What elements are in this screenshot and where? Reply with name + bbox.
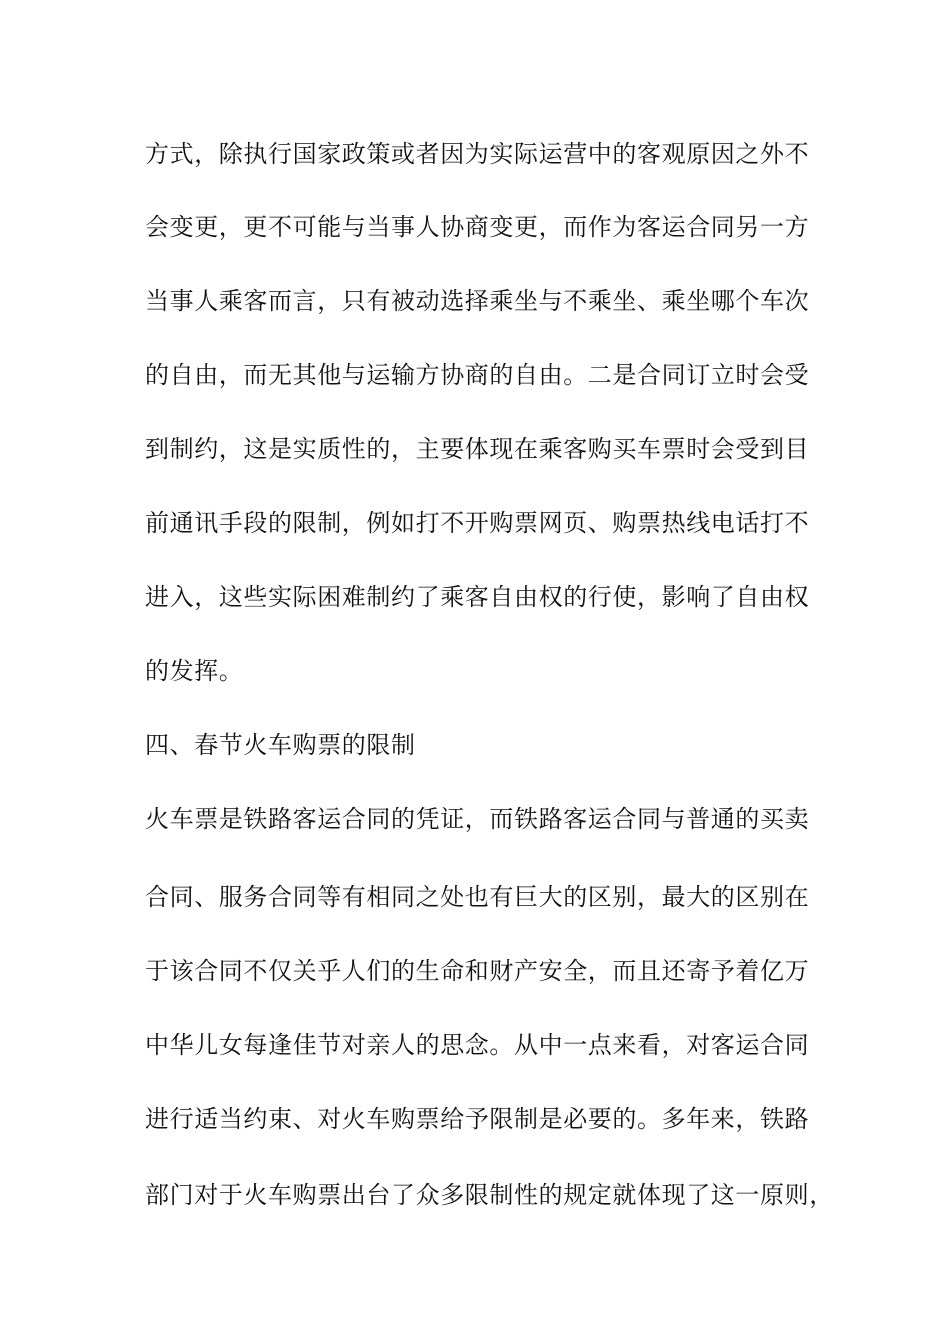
paragraph-line: 中华儿女每逢佳节对亲人的思念。从中一点来看，对客运合同 xyxy=(145,1031,810,1059)
paragraph-line: 前通讯手段的限制，例如打不开购票网页、购票热线电话打不 xyxy=(145,509,810,537)
paragraph-line: 于该合同不仅关乎人们的生命和财产安全，而且还寄予着亿万 xyxy=(145,957,810,985)
paragraph-line: 合同、服务合同等有相同之处也有巨大的区别，最大的区别在 xyxy=(145,883,810,911)
paragraph-line: 会变更，更不可能与当事人协商变更，而作为客运合同另一方 xyxy=(145,213,810,241)
paragraph-line: 进行适当约束、对火车购票给予限制是必要的。多年来，铁路 xyxy=(145,1105,810,1133)
paragraph-line: 进入，这些实际困难制约了乘客自由权的行使，影响了自由权 xyxy=(145,583,810,611)
paragraph-line: 的发挥。 xyxy=(145,657,244,685)
paragraph-line: 方式，除执行国家政策或者因为实际运营中的客观原因之外不 xyxy=(145,140,810,168)
paragraph-line: 到制约，这是实质性的，主要体现在乘客购买车票时会受到目 xyxy=(145,435,810,463)
section-heading: 四、春节火车购票的限制 xyxy=(145,731,416,759)
paragraph-line: 部门对于火车购票出台了众多限制性的规定就体现了这一原则， xyxy=(145,1181,834,1209)
paragraph-line: 火车票是铁路客运合同的凭证，而铁路客运合同与普通的买卖 xyxy=(145,805,810,833)
paragraph-line: 当事人乘客而言，只有被动选择乘坐与不乘坐、乘坐哪个车次 xyxy=(145,287,810,315)
paragraph-line: 的自由，而无其他与运输方协商的自由。二是合同订立时会受 xyxy=(145,361,810,389)
